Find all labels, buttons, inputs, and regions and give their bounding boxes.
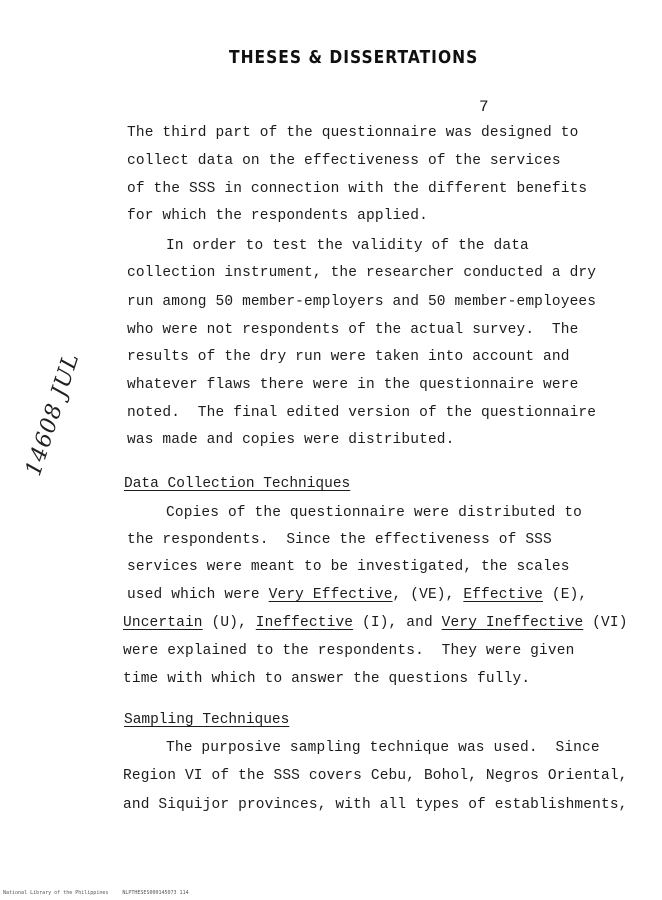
paragraph-line: run among 50 member-employers and 50 member-employees [127,294,597,310]
scale-uncertain: Uncertain [123,615,203,631]
paragraph-line: collection instrument, the researcher conducted a dry [127,265,597,281]
paragraph-line: Copies of the questionnaire were distributed to [166,505,583,521]
scales-line: Uncertain (U), Ineffective (I), and Very Ineffective (VI) [123,615,628,631]
paragraph-line: noted. The final edited version of the questionnaire [127,405,597,421]
page-number: 7 [479,98,489,116]
scale-very-ineffective: Very Ineffective [441,615,584,631]
section-heading-data-collection: Data Collection Techniques [124,476,351,492]
scale-very-effective: Very Effective [268,587,393,603]
paragraph-line: results of the dry run were taken into account and [127,349,570,365]
scale-ineffective: Ineffective [255,615,354,631]
paragraph-line: the respondents. Since the effectiveness of SSS [127,532,552,548]
theses-dissertations-stamp: THESES & DISSERTATIONS [229,46,479,68]
paragraph-line: of the SSS in connection with the different benefits [127,181,588,197]
paragraph-line: whatever flaws there were in the questionnaire were [127,377,579,393]
scale-effective: Effective [463,587,544,603]
paragraph-line: for which the respondents applied. [127,208,428,224]
paragraph-line: services were meant to be investigated, the scales [127,559,570,575]
paragraph-line: The third part of the questionnaire was designed to [127,125,579,141]
paragraph-line: and Siquijor provinces, with all types of establishments, [123,797,628,813]
section-heading-sampling: Sampling Techniques [124,712,290,728]
paragraph-line: The purposive sampling technique was used. Since [166,740,600,756]
paragraph-line: In order to test the validity of the data [166,238,529,254]
scales-line: used which were Very Effective, (VE), Effective (E), [127,587,588,603]
handwritten-margin-note: 14608 JUL [21,349,85,480]
paragraph-line: Region VI of the SSS covers Cebu, Bohol, Negros Oriental, [123,768,628,784]
paragraph-line: who were not respondents of the actual survey. The [127,322,579,338]
paragraph-line: was made and copies were distributed. [127,432,455,448]
scan-footer: National Library of the Philippines NLPTHESES000145073 114 [3,890,189,896]
paragraph-line: collect data on the effectiveness of the services [127,153,561,169]
paragraph-line: time with which to answer the questions fully. [123,671,531,687]
paragraph-line: were explained to the respondents. They were given [123,643,575,659]
